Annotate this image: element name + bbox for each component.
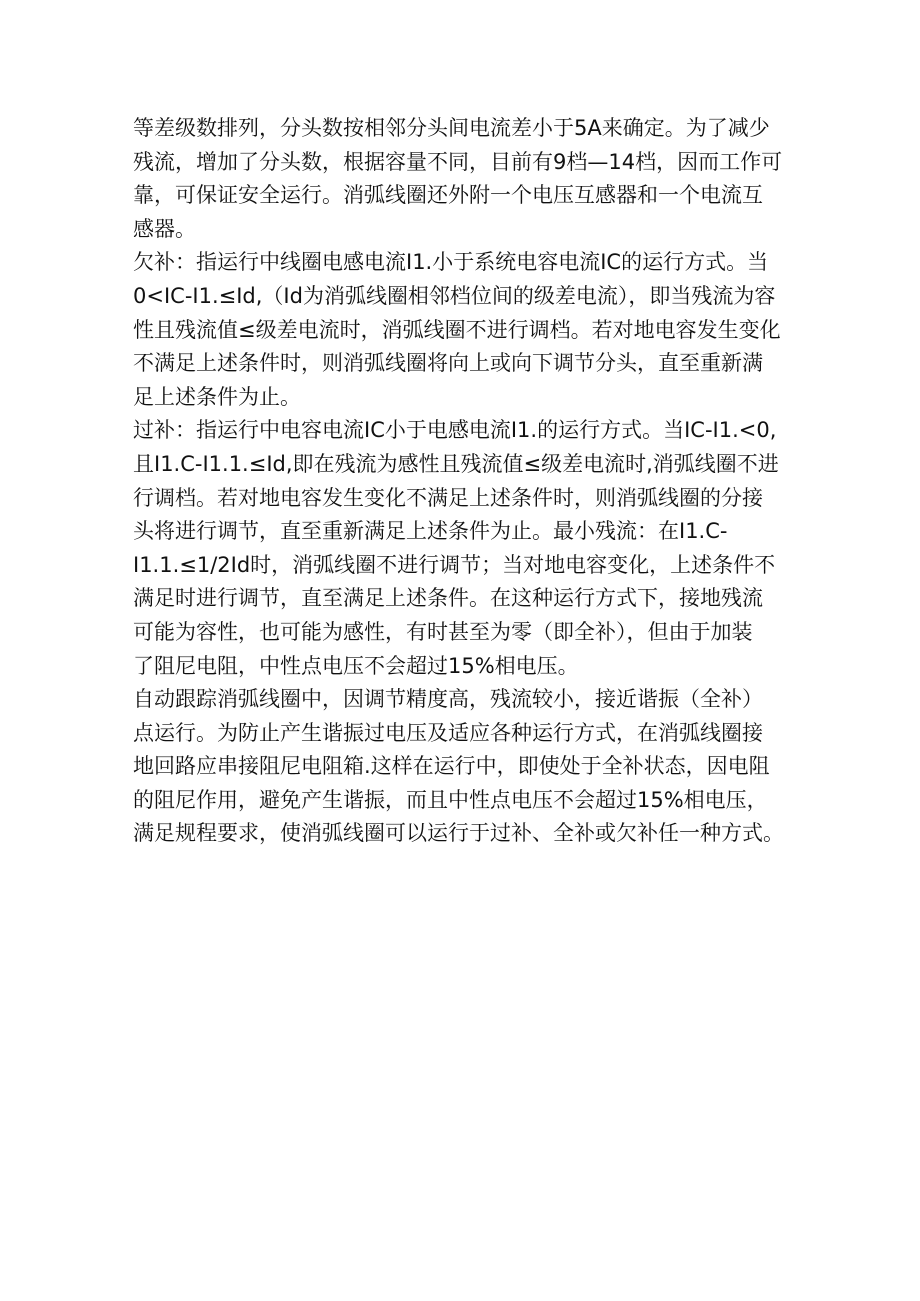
text-line: 不满足上述条件时，则消弧线圈将向上或向下调节分头，直至重新满 <box>133 351 763 376</box>
text-line: 头将进行调节，直至重新满足上述条件为止。最小残流：在I1.C- <box>133 519 728 544</box>
text-line: 满足时进行调节，直至满足上述条件。在这种运行方式下，接地残流 <box>133 586 763 611</box>
text-line: 性且残流值≤级差电流时，消弧线圈不进行调档。若对地电容发生变化 <box>133 317 781 342</box>
text-line: 行调档。若对地电容发生变化不满足上述条件时，则消弧线圈的分接 <box>133 485 763 510</box>
text-line: 的阻尼作用，避免产生谐振，而且中性点电压不会超过15%相电压， <box>133 787 768 812</box>
text-line: 自动跟踪消弧线圈中，因调节精度高，残流较小，接近谐振（全补） <box>133 687 763 712</box>
document-body <box>133 112 793 851</box>
text-line: 靠，可保证安全运行。消弧线圈还外附一个电压互感器和一个电流互 <box>133 183 763 208</box>
text-line: 可能为容性，也可能为感性，有时甚至为零（即全补），但由于加装 <box>133 619 753 644</box>
text-line: I1.1.≤1/2Id时，消弧线圈不进行调节；当对地电容变化，上述条件不 <box>133 552 776 577</box>
text-line: 且I1.C-I1.1.≤Id,即在残流为感性且残流值≤级差电流时,消弧线圈不进 <box>133 451 779 476</box>
text-line: 了阻尼电阻，中性点电压不会超过15%相电压。 <box>133 653 579 678</box>
text-line: 等差级数排列，分头数按相邻分头间电流差小于5A来确定。为了减少 <box>133 116 770 140</box>
text-line: 感器。 <box>133 216 196 241</box>
text-line: 地回路应串接阻尼电阻箱.这样在运行中，即使处于全补状态，因电阻 <box>133 754 770 779</box>
paragraph-tap-arrangement <box>133 112 793 246</box>
paragraph-over-compensation <box>133 414 793 683</box>
text-line: 满足规程要求，使消弧线圈可以运行于过补、全补或欠补任一种方式。 <box>133 821 784 846</box>
text-line: 残流，增加了分头数，根据容量不同，目前有9档—14档，因而工作可 <box>133 149 783 174</box>
text-line: 欠补：指运行中线圈电感电流I1.小于系统电容电流IC的运行方式。当 <box>133 250 769 275</box>
text-line: 0<IC-I1.≤Id,（Id为消弧线圈相邻档位间的级差电流），即当残流为容 <box>133 283 776 308</box>
paragraph-auto-tracking <box>133 683 793 851</box>
paragraph-under-compensation <box>133 246 793 414</box>
text-line: 点运行。为防止产生谐振过电压及适应各种运行方式，在消弧线圈接 <box>133 720 763 745</box>
text-line: 足上述条件为止。 <box>133 384 301 409</box>
text-line: 过补：指运行中电容电流IC小于电感电流I1.的运行方式。当IC-I1.<0, <box>133 418 777 443</box>
